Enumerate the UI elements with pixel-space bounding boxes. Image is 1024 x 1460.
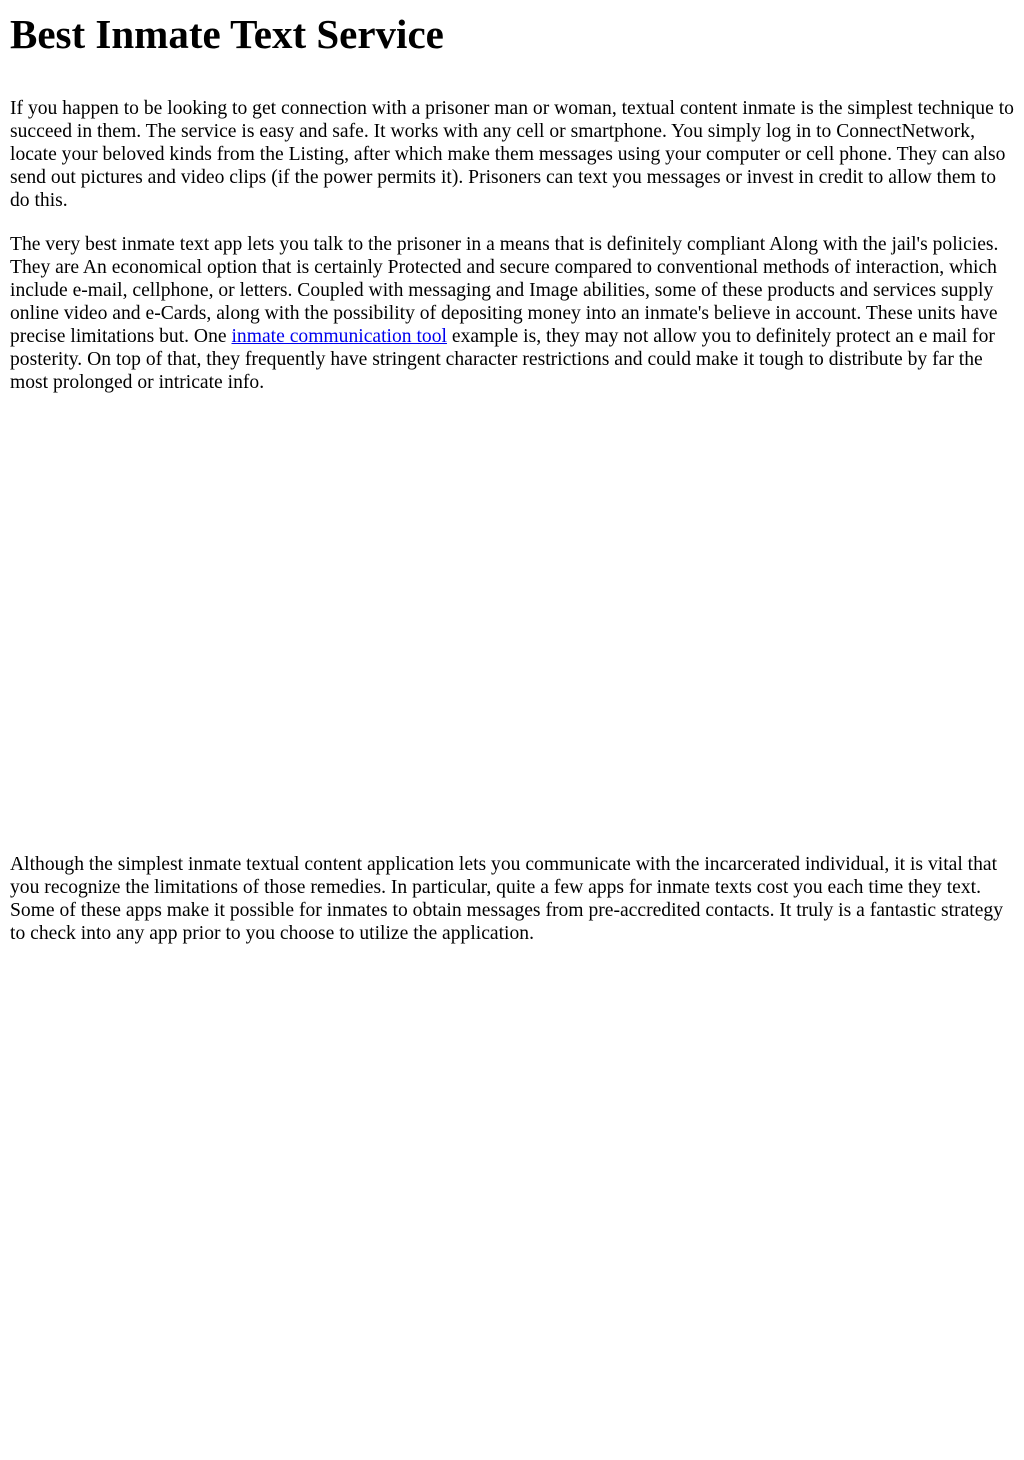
paragraph-2-text-after-link: example is, they may not allow you to definitely protect an e mail for posterity. On top of that, they frequently have stringent character restrictions and could make it tough to distribute by far the most prolonged or intricate info.: [10, 326, 995, 393]
paragraph-3: Although the simplest inmate textual content application lets you communicate with the incarcerated individual, it is vital that you recognize the limitations of those remedies. In particular, quite a few apps for inmate texts cost you each time they text. Some of these apps make it possible for inmates to obtain messages from pre-accredited contacts. It truly is a fantastic strategy to check into any app prior to you choose to utilize the application.: [10, 854, 1003, 944]
paragraph-2: [10, 233, 1014, 394]
article: [0, 12, 1024, 945]
page-title: Best Inmate Text Service: [10, 11, 444, 57]
blank-space: [10, 394, 1014, 853]
inmate-communication-tool-link[interactable]: inmate communication tool: [231, 326, 447, 347]
paragraph-2-text-before-link: The very best inmate text app lets you talk to the prisoner in a means that is definitely compliant Along with the jail's policies. They are An economical option that is certainly Protected and secure compared to conventional methods of interaction, which include e-mail, cellphone, or letters. Coupled with messaging and Image abilities, some of these products and services supply online video and e-Cards, along with the possibility of depositing money into an inmate's believe in account. These units have precise limitations but. One: [10, 234, 999, 347]
paragraph-1: If you happen to be looking to get connection with a prisoner man or woman, textual content inmate is the simplest technique to succeed in them. The service is easy and safe. It works with any cell or smartphone. You simply log in to ConnectNetwork, locate your beloved kinds from the Listing, after which make them messages using your computer or cell phone. They can also send out pictures and video clips (if the power permits it). Prisoners can text you messages or invest in credit to allow them to do this.: [10, 98, 1014, 211]
